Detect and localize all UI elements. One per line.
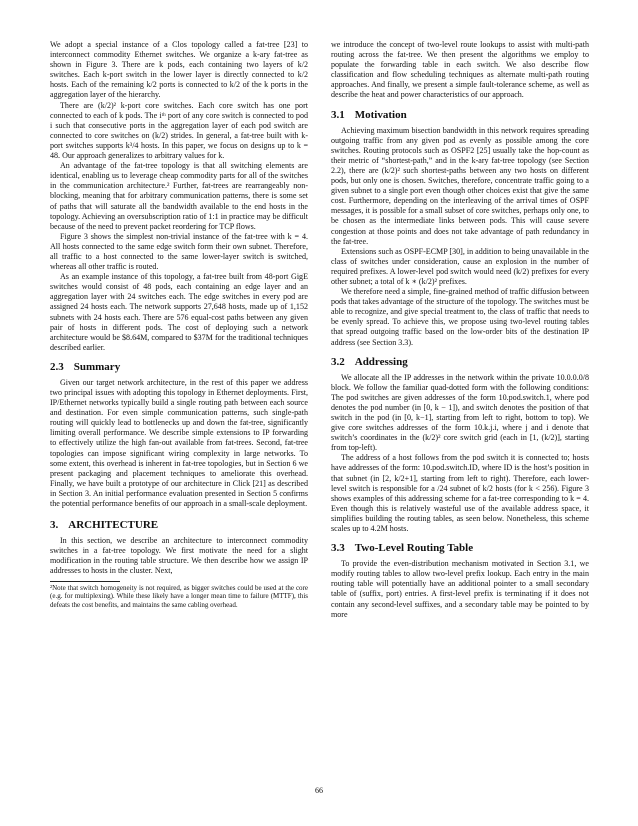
left-column [50,40,308,609]
section-title: Summary [73,360,121,373]
body-paragraph: Extensions such as OSPF-ECMP [30], in addition to being unavailable in the class of switches under consideration, cause an explosion in the number of required prefixes. A lower-level pod switch would need (k/2) prefixes for every other subnet; a total of k ∗ (k/2)² prefixes. [331,246,589,286]
body-paragraph: As an example instance of this topology, a fat-tree built from 48-port GigE switches would consist of 48 pods, each containing an edge layer and an aggregation layer with 24 switches each. The edge switches in every pod are assigned 24 hosts each. The network supports 27,648 hosts, made up of 1,152 subnets with 24 hosts each. There are 576 equal-cost paths between any given pair of hosts in different pods. The cost of deploying such a network architecture would be $8.64M, compared to $37M for the traditional techniques described earlier. [50,272,308,352]
body-paragraph: We allocate all the IP addresses in the network within the private 10.0.0.0/8 block. We follow the familiar quad-dotted form with the following conditions: The pod switches are given addresses of the form 10.pod.switch.1, where pod denotes the pod number (in [0, k − 1]), and switch denotes the position of that switch in the pod (in [0, k−1], starting from left to right, bottom to top). We give core switches addresses of the form 10.k.j.i, where j and i denote that switch’s coordinates in the (k/2)² core switch grid (each in [1, (k/2)], starting from top-left). [331,372,589,453]
section-title: Addressing [354,355,408,368]
section-heading-architecture [50,519,308,532]
section-heading-summary [50,361,308,374]
section-number: 3.2 [331,355,345,368]
page-number: 66 [315,786,323,795]
section-number: 3.1 [331,108,345,121]
section-heading-motivation [331,109,589,122]
body-paragraph: There are (k/2)² k-port core switches. Each core switch has one port connected to each of k pods. The iᵗʰ port of any core switch is connected to pod i such that consecutive ports in the aggregation layer of each pod switch are connected to core switches on (k/2) strides. In general, a fat-tree built with k-port switches supports k³/4 hosts. In this paper, we focus on designs up to k = 48. Our approach generalizes to arbitrary values for k. [50,100,308,161]
footnote-text: ²Note that switch homogeneity is not required, as bigger switches could be used at the core (e.g. for multiplexing). While these likely have a longer mean time to failure (MTTF), this defeats the cost benefits, and maintains the same cabling overhead. [50,583,308,609]
body-paragraph: We therefore need a simple, fine-grained method of traffic diffusion between pods that takes advantage of the structure of the topology. The switches must be able to recognize, and give special treatment to, the class of traffic that needs to be evenly spread. To achieve this, we propose using two-level routing tables that spread outgoing traffic based on the low-order bits of the destination IP address (see Section 3.3). [331,287,589,347]
body-paragraph: The address of a host follows from the pod switch it is connected to; hosts have addresses of the form: 10.pod.switch.ID, where ID is the host’s position in that subnet (in [2, k/2+1], starting from left to right). Therefore, each lower-level switch is responsible for a /24 subnet of k/2 hosts (for k < 256). Figure 3 shows examples of this addressing scheme for a fat-tree corresponding to k = 4. Even though this is relatively wasteful use of the available address space, it simplifies building the routing tables, as seen below. Nonetheless, this scheme scales up to 4.2M hosts. [331,453,589,534]
body-paragraph: In this section, we describe an architecture to interconnect commodity switches in a fat-tree topology. We first motivate the need for a slight modification in the routing table structure. We then describe how we assign IP addresses to hosts in the cluster. Next, [50,536,308,576]
body-paragraph: we introduce the concept of two-level route lookups to assist with multi-path routing across the fat-tree. We then present the algorithms we employ to populate the forwarding table in each switch. We also describe flow classification and flow scheduling techniques as alternate multi-path routing approaches. And finally, we present a simple fault-tolerance scheme, as well as describe the heat and power characteristics of our approach. [331,40,589,100]
section-number: 2.3 [50,360,64,373]
section-heading-addressing [331,356,589,369]
footnote [50,584,308,610]
section-title: Two-Level Routing Table [354,542,474,555]
body-paragraph: Figure 3 shows the simplest non-trivial instance of the fat-tree with k = 4. All hosts connected to the same edge switch form their own subnet. Therefore, all traffic to a host connected to the same lower-layer switch is switched, whereas all other traffic is routed. [50,231,308,272]
section-number: 3.3 [331,542,345,555]
section-number: 3. [50,519,59,532]
body-paragraph: Given our target network architecture, in the rest of this paper we address two principal issues with adopting this topology in Ethernet deployments. First, IP/Ethernet networks typically build a single routing path between each source and destination. For even simple communication patterns, such single-path routing will quickly lead to bottlenecks up and down the fat-tree, significantly limiting overall performance. We describe simple extensions to IP forwarding to effectively utilize the high fan-out available from fat-trees. Second, fat-tree topologies can impose significant wiring complexity in large networks. To some extent, this overhead is inherent in fat-tree topologies, but in Section 6 we present packaging and placement techniques to ameliorate this overhead. Finally, we have built a prototype of our architecture in Click [21] as described in Section 3. An initial performance evaluation presented in Section 5 confirms the potential performance benefits of our approach in a small-scale deployment. [50,377,308,509]
body-paragraph: To provide the even-distribution mechanism motivated in Section 3.1, we modify routing tables to allow two-level prefix lookup. Each entry in the main routing table will potentially have an additional pointer to a small secondary table of (suffix, port) entries. A first-level prefix is terminating if it does not contain any second-level suffixes, and a secondary table may be pointed to by more [331,559,589,619]
section-title: ARCHITECTURE [68,519,159,532]
section-title: Motivation [354,108,407,121]
footnote-divider [50,581,120,582]
section-heading-routing-table [331,542,589,555]
right-column [331,40,589,620]
body-paragraph: An advantage of the fat-tree topology is that all switching elements are identical, enabling us to leverage cheap commodity parts for all of the switches in the communication architecture.² Further, fat-trees are rearrangeably non-blocking, meaning that for arbitrary communication patterns, there is some set of paths that will saturate all the bandwidth available to the end hosts in the topology. Achieving an oversubscription ratio of 1:1 in practice may be difficult because of the need to prevent packet reordering for TCP flows. [50,161,308,231]
body-paragraph: Achieving maximum bisection bandwidth in this network requires spreading outgoing traffic from any given pod as evenly as possible among the core switches. Routing protocols such as OSPF2 [25] usually take the hop-count as their metric of “shortest-path,” and in the k-ary fat-tree topology (see Section 2.2), there are (k/2)² such shortest-paths between any two hosts on different pods, but only one is chosen. Switches, therefore, concentrate traffic going to a given subnet to a single port even though other choices exist that give the same cost. Furthermore, depending on the interleaving of the arrival times of OSPF messages, it is possible for a small subset of core switches, perhaps only one, to be chosen as the intermediate links between pods. This will cause severe congestion at those points and does not take advantage of path redundancy in the fat-tree. [331,125,589,246]
body-paragraph: We adopt a special instance of a Clos topology called a fat-tree [23] to interconnect commodity Ethernet switches. We organize a k-ary fat-tree as shown in Figure 3. There are k pods, each containing two layers of k/2 switches. Each k-port switch in the lower layer is directly connected to k/2 hosts. Each of the remaining k/2 ports is connected to k/2 of the k ports in the aggregation layer of the hierarchy. [50,40,308,100]
